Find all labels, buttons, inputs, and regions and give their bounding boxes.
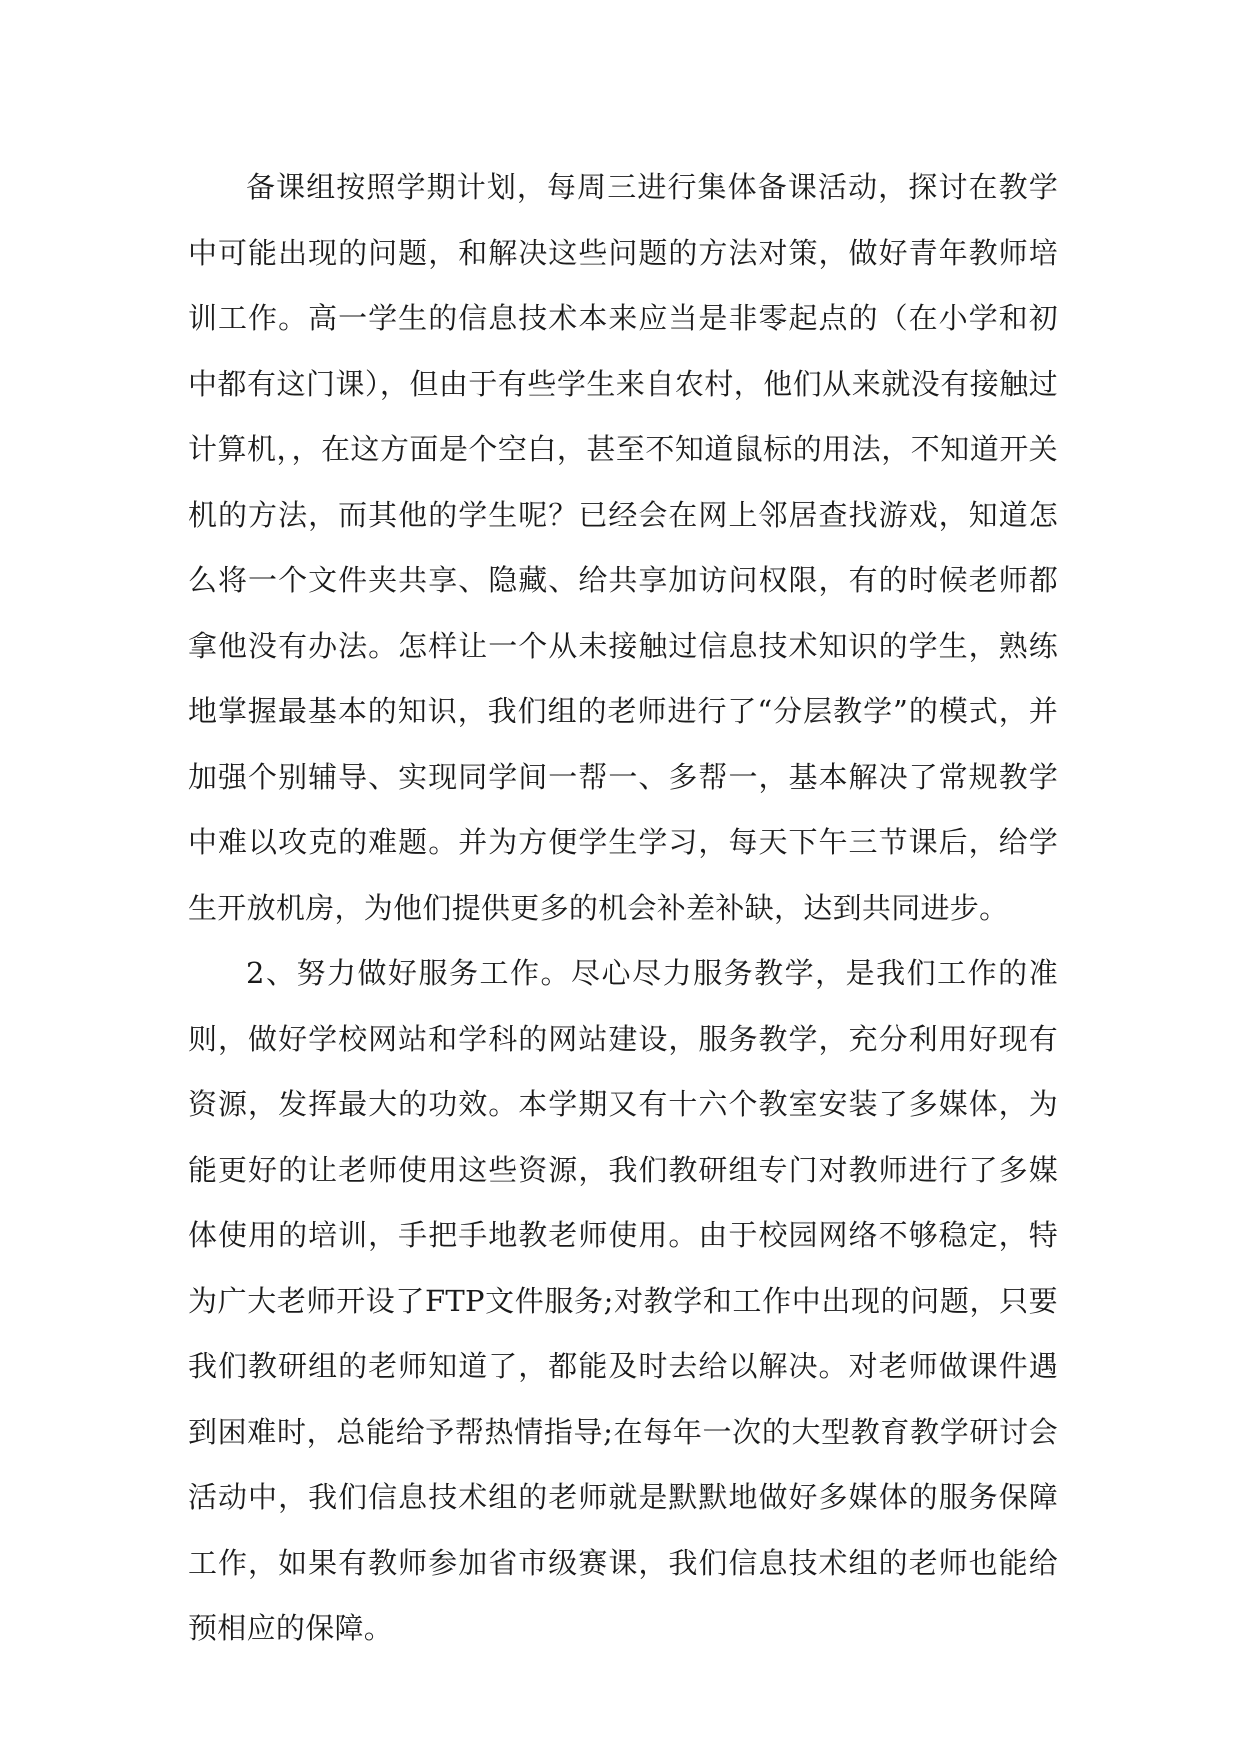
paragraph-2: 2、努力做好服务工作。尽心尽力服务教学，是我们工作的准则，做好学校网站和学科的网站建设，服务教学，充分利用好现有资源，发挥最大的功效。本学期又有十六个教室安装了多媒体，为能更好的让老师使用这些资源，我们教研组专门对教师进行了多媒体使用的培训，手把手地教老师使用。由于校园网络不够稳定，特为广大老师开设了FTP文件服务;对教学和工作中出现的问题，只要我们教研组的老师知道了，都能及时去给以解决。对老师做课件遇到困难时，总能给予帮热情指导;在每年一次的大型教育教学研讨会活动中，我们信息技术组的老师就是默默地做好多媒体的服务保障工作，如果有教师参加省市级赛课，我们信息技术组的老师也能给预相应的保障。 [188,956,1058,1645]
paragraph-1: 备课组按照学期计划，每周三进行集体备课活动，探讨在教学中可能出现的问题，和解决这些问题的方法对策，做好青年教师培训工作。高一学生的信息技术本来应当是非零起点的（在小学和初中都有这门课），但由于有些学生来自农村，他们从来就没有接触过计算机，，在这方面是个空白，甚至不知道鼠标的用法，不知道开关机的方法，而其他的学生呢？已经会在网上邻居查找游戏，知道怎么将一个文件夹共享、隐藏、给共享加访问权限，有的时候老师都拿他没有办法。怎样让一个从未接触过信息技术知识的学生，熟练地掌握最基本的知识，我们组的老师进行了“分层教学”的模式，并加强个别辅导、实现同学间一帮一、多帮一，基本解决了常规教学中难以攻克的难题。并为方便学生学习，每天下午三节课后，给学生开放机房，为他们提供更多的机会补差补缺，达到共同进步。 [188,170,1058,925]
document-body [188,155,1058,1662]
